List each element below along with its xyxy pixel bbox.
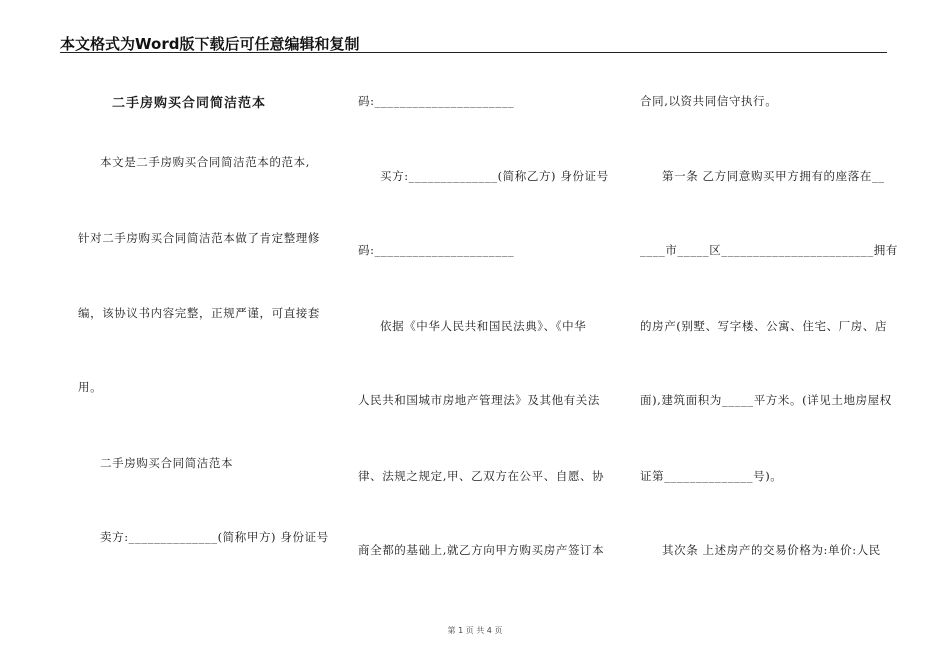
paragraph-line: 本文是二手房购买合同简洁范本的范本, — [100, 155, 310, 169]
paragraph-line: 依据《中华人民共和国民法典》、《中华 — [380, 319, 587, 333]
paragraph-line: 合同,以资共同信守执行。 — [640, 94, 778, 108]
paragraph-line: 商全都的基础上,就乙方向甲方购买房产签订本 — [358, 543, 605, 557]
id-number-line: 码:______________________ — [358, 94, 515, 108]
page-number: 第 1 页 共 4 页 — [447, 626, 503, 635]
id-number-line: 码:______________________ — [358, 243, 515, 257]
seller-line: 卖方:______________(简称甲方) 身份证号 — [100, 530, 329, 544]
paragraph-line: 律、法规之规定,甲、乙双方在公平、自愿、协 — [358, 469, 605, 483]
download-banner: 本文格式为Word版下载后可任意编辑和复制 — [60, 35, 360, 53]
buyer-line: 买方:______________(简称乙方) 身份证号 — [380, 169, 609, 183]
paragraph-line: 编，该协议书内容完整，正规严谨，可直接套 — [78, 306, 320, 320]
article-1-line: 第一条 乙方同意购买甲方拥有的座落在__ — [662, 169, 885, 183]
header-rule — [60, 52, 887, 53]
paragraph-line: 的房产(别墅、写字楼、公寓、住宅、厂房、店 — [640, 319, 888, 333]
paragraph-line: ____市_____区________________________拥有 — [640, 243, 898, 257]
paragraph-line: 证第______________号)。 — [640, 469, 783, 483]
paragraph-line: 面),建筑面积为_____平方米。(详见土地房屋权 — [640, 393, 892, 407]
article-2-line: 其次条 上述房产的交易价格为:单价:人民 — [662, 543, 881, 557]
paragraph-line: 针对二手房购买合同简洁范本做了肯定整理修 — [78, 231, 320, 245]
section-heading: 二手房购买合同简洁范本 — [100, 456, 234, 470]
paragraph-line: 用。 — [78, 380, 103, 394]
document-title: 二手房购买合同简洁范本 — [112, 96, 267, 111]
paragraph-line: 人民共和国城市房地产管理法》及其他有关法 — [358, 393, 600, 407]
